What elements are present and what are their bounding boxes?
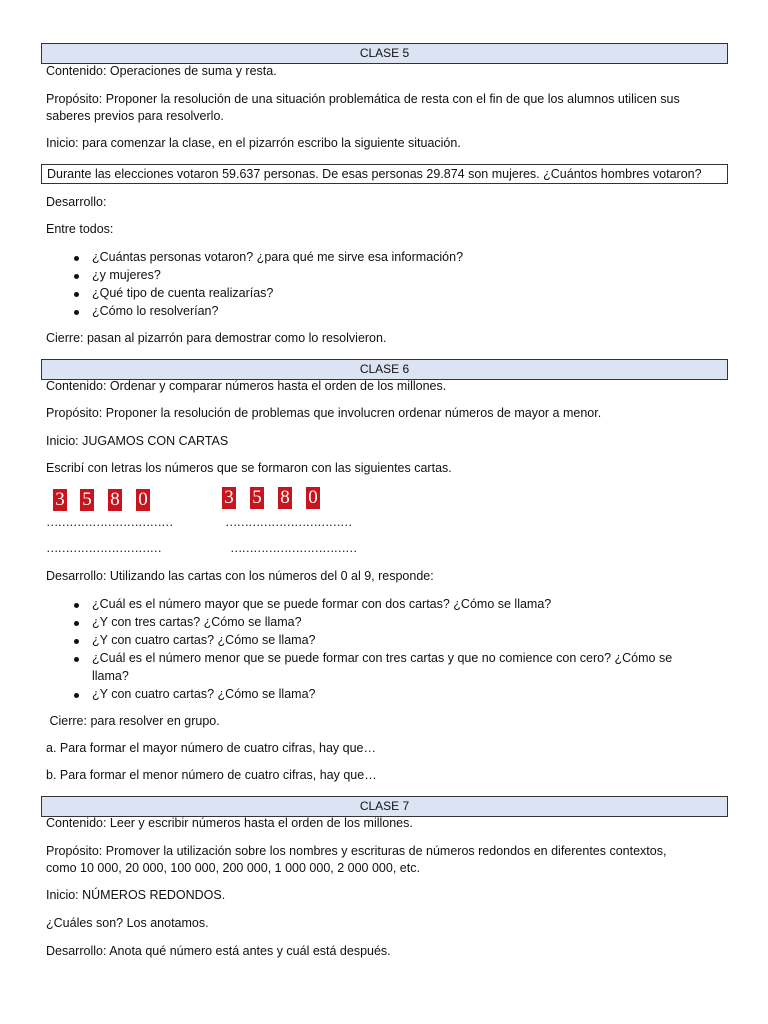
blank-line: ………………………… [46,541,161,555]
clase5-entre-todos: Entre todos: [46,222,114,236]
clase6-bullet: ¿Y con cuatro cartas? ¿Cómo se llama? [92,687,316,701]
bullet-icon [74,292,79,297]
bullet-icon [74,256,79,261]
bullet-icon [74,657,79,662]
clase5-bullet: ¿Cómo lo resolverían? [92,304,219,318]
number-card: 3 [222,487,236,509]
clase5-problema-box: Durante las elecciones votaron 59.637 personas. De esas personas 29.874 son mujeres. ¿Cuántos hombres votaron? [41,164,728,184]
blank-line: …………………………… [46,515,173,529]
clase7-desarrollo: Desarrollo: Anota qué número está antes y cuál está después. [46,944,391,958]
clase5-proposito-line1: Propósito: Proponer la resolución de una situación problemática de resta con el fin de que los alumnos utilicen sus [46,92,680,106]
number-card: 5 [250,487,264,509]
clase5-bullet: ¿y mujeres? [92,268,161,282]
bullet-icon [74,310,79,315]
clase5-bullet: ¿Cuántas personas votaron? ¿para qué me sirve esa información? [92,250,464,264]
blank-line: …………………………… [225,515,352,529]
clase5-bullet: ¿Qué tipo de cuenta realizarías? [92,286,274,300]
clase6-bullet: ¿Y con cuatro cartas? ¿Cómo se llama? [92,633,316,647]
bullet-icon [74,693,79,698]
clase6-item-b: b. Para formar el menor número de cuatro cifras, hay que… [46,768,377,782]
number-card: 8 [108,489,122,511]
number-card: 0 [136,489,150,511]
clase5-desarrollo: Desarrollo: [46,195,107,209]
number-card: 5 [80,489,94,511]
clase6-bullet: ¿Cuál es el número menor que se puede formar con tres cartas y que no comience con cero? ¿Cómo se [92,651,673,665]
clase5-cierre: Cierre: pasan al pizarrón para demostrar como lo resolvieron. [46,331,387,345]
clase6-item-a: a. Para formar el mayor número de cuatro cifras, hay que… [46,741,377,755]
clase6-instruccion: Escribí con letras los números que se formaron con las siguientes cartas. [46,461,452,475]
number-card: 8 [278,487,292,509]
clase6-header: CLASE 6 [41,359,728,380]
clase6-inicio: Inicio: JUGAMOS CON CARTAS [46,434,229,448]
clase7-inicio: Inicio: NÚMEROS REDONDOS. [46,888,226,902]
number-card: 0 [306,487,320,509]
clase7-cuales: ¿Cuáles son? Los anotamos. [46,916,209,930]
bullet-icon [74,639,79,644]
clase6-desarrollo: Desarrollo: Utilizando las cartas con los números del 0 al 9, responde: [46,569,434,583]
bullet-icon [74,621,79,626]
clase6-cierre: Cierre: para resolver en grupo. [46,714,220,728]
clase6-bullet: ¿Y con tres cartas? ¿Cómo se llama? [92,615,302,629]
clase5-proposito-line2: saberes previos para resolverlo. [46,109,224,123]
clase6-bullet: ¿Cuál es el número mayor que se puede formar con dos cartas? ¿Cómo se llama? [92,597,552,611]
clase5-header: CLASE 5 [41,43,728,64]
clase7-header: CLASE 7 [41,796,728,817]
clase6-contenido: Contenido: Ordenar y comparar números hasta el orden de los millones. [46,379,447,393]
clase7-proposito-line1: Propósito: Promover la utilización sobre los nombres y escrituras de números redondos en diferentes contextos, [46,844,667,858]
clase6-proposito: Propósito: Proponer la resolución de problemas que involucren ordenar números de mayor a menor. [46,406,602,420]
number-card: 3 [53,489,67,511]
clase7-contenido: Contenido: Leer y escribir números hasta el orden de los millones. [46,816,413,830]
clase5-inicio: Inicio: para comenzar la clase, en el pizarrón escribo la siguiente situación. [46,136,461,150]
clase5-contenido: Contenido: Operaciones de suma y resta. [46,64,277,78]
bullet-icon [74,603,79,608]
bullet-icon [74,274,79,279]
blank-line: …………………………… [230,541,357,555]
clase7-proposito-line2: como 10 000, 20 000, 100 000, 200 000, 1 000 000, 2 000 000, etc. [46,861,420,875]
clase6-bullet-continuation: llama? [92,669,129,683]
